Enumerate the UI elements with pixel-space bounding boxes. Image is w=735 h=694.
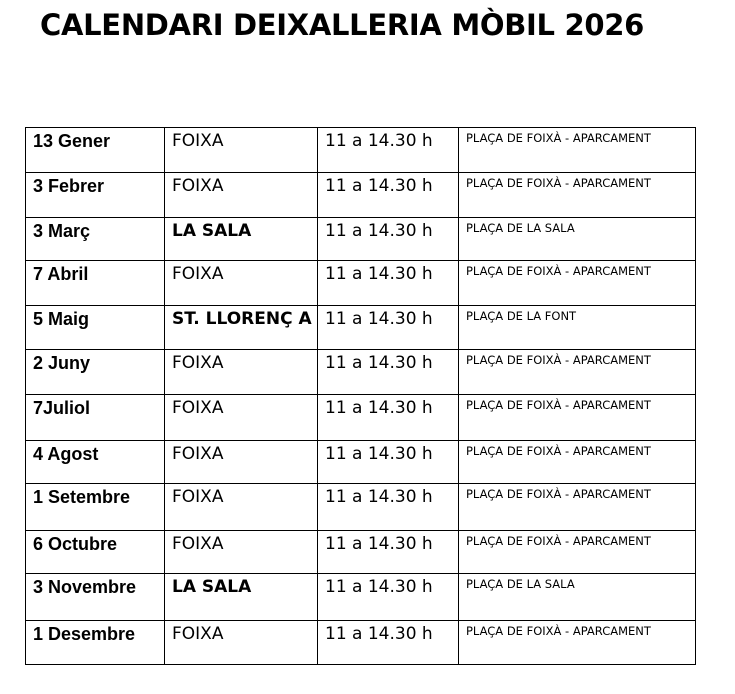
table-row [26, 441, 696, 484]
table-row [26, 173, 696, 218]
place-cell: PLAÇA DE FOIXÀ - APARCAMENT [459, 173, 696, 218]
place-cell: PLAÇA DE FOIXÀ - APARCAMENT [459, 350, 696, 395]
town-cell: FOIXA [165, 395, 318, 441]
place-cell: PLAÇA DE FOIXÀ - APARCAMENT [459, 395, 696, 441]
place-cell: PLAÇA DE FOIXÀ - APARCAMENT [459, 441, 696, 484]
town-cell: FOIXA [165, 484, 318, 531]
date-cell: 5 Maig [26, 306, 165, 350]
date-cell: 13 Gener [26, 128, 165, 173]
time-cell: 11 a 14.30 h [318, 350, 459, 395]
date-cell: 7 Abril [26, 261, 165, 306]
town-cell: FOIXA [165, 350, 318, 395]
town-cell: FOIXA [165, 261, 318, 306]
table-row [26, 218, 696, 261]
town-cell: LA SALA [165, 218, 318, 261]
page-title: CALENDARI DEIXALLERIA MÒBIL 2026 [40, 8, 645, 42]
town-cell: FOIXA [165, 128, 318, 173]
date-cell: 4 Agost [26, 441, 165, 484]
schedule-table [25, 127, 696, 665]
date-cell: 3 Novembre [26, 574, 165, 621]
table-row [26, 484, 696, 531]
date-cell: 7Juliol [26, 395, 165, 441]
table-row [26, 350, 696, 395]
table-row [26, 621, 696, 665]
schedule-table-body [26, 128, 696, 665]
town-cell: FOIXA [165, 173, 318, 218]
town-cell: LA SALA [165, 574, 318, 621]
date-cell: 1 Setembre [26, 484, 165, 531]
date-cell: 3 Març [26, 218, 165, 261]
time-cell: 11 a 14.30 h [318, 173, 459, 218]
table-row [26, 531, 696, 574]
place-cell: PLAÇA DE FOIXÀ - APARCAMENT [459, 621, 696, 665]
date-cell: 1 Desembre [26, 621, 165, 665]
town-cell: FOIXA [165, 531, 318, 574]
time-cell: 11 a 14.30 h [318, 395, 459, 441]
town-cell: FOIXA [165, 441, 318, 484]
place-cell: PLAÇA DE FOIXÀ - APARCAMENT [459, 261, 696, 306]
time-cell: 11 a 14.30 h [318, 531, 459, 574]
date-cell: 2 Juny [26, 350, 165, 395]
time-cell: 11 a 14.30 h [318, 261, 459, 306]
table-row [26, 574, 696, 621]
table-row [26, 261, 696, 306]
time-cell: 11 a 14.30 h [318, 218, 459, 261]
table-row [26, 128, 696, 173]
table-row [26, 395, 696, 441]
time-cell: 11 a 14.30 h [318, 128, 459, 173]
place-cell: PLAÇA DE LA SALA [459, 218, 696, 261]
date-cell: 6 Octubre [26, 531, 165, 574]
time-cell: 11 a 14.30 h [318, 574, 459, 621]
place-cell: PLAÇA DE FOIXÀ - APARCAMENT [459, 128, 696, 173]
place-cell: PLAÇA DE LA SALA [459, 574, 696, 621]
time-cell: 11 a 14.30 h [318, 621, 459, 665]
place-cell: PLAÇA DE FOIXÀ - APARCAMENT [459, 484, 696, 531]
place-cell: PLAÇA DE FOIXÀ - APARCAMENT [459, 531, 696, 574]
town-cell: FOIXA [165, 621, 318, 665]
date-cell: 3 Febrer [26, 173, 165, 218]
town-cell: ST. LLORENÇ A [165, 306, 318, 350]
table-row [26, 306, 696, 350]
time-cell: 11 a 14.30 h [318, 484, 459, 531]
time-cell: 11 a 14.30 h [318, 441, 459, 484]
time-cell: 11 a 14.30 h [318, 306, 459, 350]
place-cell: PLAÇA DE LA FONT [459, 306, 696, 350]
